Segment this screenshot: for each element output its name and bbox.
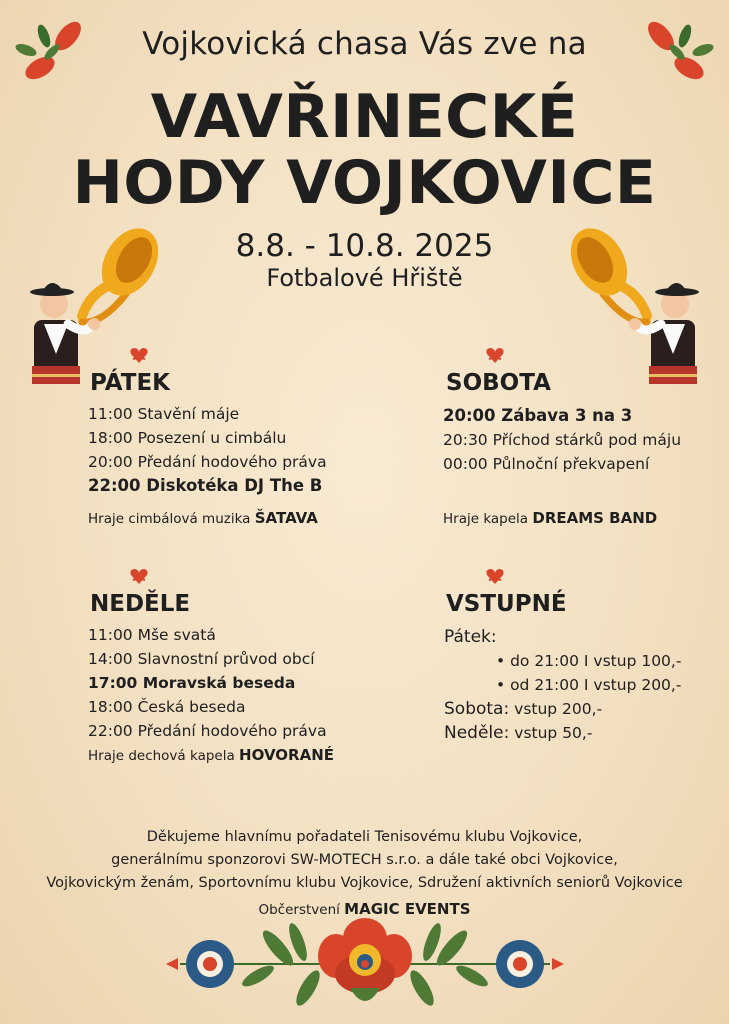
event-title-line1: VAVŘINECKÉ bbox=[150, 82, 579, 152]
sunday-heading: NEDĚLE bbox=[90, 591, 191, 617]
admission-row-sunday bbox=[444, 721, 592, 745]
blue-flower-left bbox=[186, 940, 234, 988]
saturday-schedule bbox=[443, 404, 681, 476]
blue-flower-right bbox=[496, 940, 544, 988]
sponsor-credits bbox=[0, 826, 729, 895]
admission-price: do 21:00 I vstup 100,- bbox=[510, 652, 682, 670]
schedule-item: 14:00 Slavnostní průvod obcí bbox=[88, 650, 315, 668]
music-note-prefix: Hraje dechová kapela bbox=[88, 748, 235, 764]
schedule-item: 20:00 Předání hodového práva bbox=[88, 453, 327, 471]
schedule-item-highlight: 22:00 Diskotéka DJ The B bbox=[88, 476, 323, 495]
band-name: HOVORANÉ bbox=[239, 746, 335, 764]
admission-price: vstup 200,- bbox=[514, 700, 603, 718]
band-name: ŠATAVA bbox=[254, 509, 318, 527]
event-dates: 8.8. - 10.8. 2025 bbox=[235, 228, 494, 264]
schedule-item: 18:00 Posezení u cimbálu bbox=[88, 429, 287, 447]
admission-row-saturday bbox=[444, 697, 602, 721]
saturday-music-note bbox=[443, 509, 657, 527]
schedule-item: 11:00 Stavění máje bbox=[88, 405, 240, 423]
event-venue: Fotbalové Hřiště bbox=[266, 264, 463, 292]
schedule-item: 22:00 Předání hodového práva bbox=[88, 722, 327, 740]
heart-ornament-icon bbox=[485, 566, 505, 586]
invitation-line: Vojkovická chasa Vás zve na bbox=[142, 26, 587, 62]
heart-ornament-icon bbox=[129, 345, 149, 365]
credits-line: generálnímu sponzorovi SW-MOTECH s.r.o. a dále také obci Vojkovice, bbox=[111, 852, 618, 868]
trumpeter-figure-right bbox=[567, 224, 707, 390]
admission-price: vstup 50,- bbox=[514, 724, 593, 742]
red-center-flower bbox=[318, 918, 412, 1001]
admission-row: • od 21:00 I vstup 200,- bbox=[496, 676, 682, 694]
refreshments-label: Občerstvení bbox=[258, 902, 340, 918]
credits-line: Děkujeme hlavnímu pořadateli Tenisovému klubu Vojkovice, bbox=[146, 829, 583, 845]
refreshments-note bbox=[0, 900, 729, 918]
admission-heading: VSTUPNÉ bbox=[446, 591, 567, 617]
friday-schedule bbox=[88, 402, 327, 498]
music-note-prefix: Hraje kapela bbox=[443, 511, 529, 527]
event-title-line2: HODY VOJKOVICE bbox=[72, 148, 657, 218]
schedule-item: 20:30 Příchod stárků pod máju bbox=[443, 431, 682, 449]
refreshments-provider: MAGIC EVENTS bbox=[344, 900, 471, 918]
schedule-item: 18:00 Česká beseda bbox=[88, 698, 246, 716]
admission-day-label: Sobota: bbox=[444, 699, 510, 719]
sunday-schedule bbox=[88, 623, 327, 743]
admission-price: od 21:00 I vstup 200,- bbox=[510, 676, 682, 694]
friday-heading: PÁTEK bbox=[90, 370, 170, 396]
sunday-music-note bbox=[88, 746, 334, 764]
trumpeter-figure-left bbox=[22, 224, 162, 390]
schedule-item-highlight: 20:00 Zábava 3 na 3 bbox=[443, 406, 633, 425]
admission-row: • do 21:00 I vstup 100,- bbox=[496, 652, 682, 670]
heart-ornament-icon bbox=[485, 345, 505, 365]
music-note-prefix: Hraje cimbálová muzika bbox=[88, 511, 251, 527]
friday-music-note bbox=[88, 509, 318, 527]
admission-friday-label: Pátek: bbox=[444, 627, 497, 647]
admission-day-label: Neděle: bbox=[444, 723, 510, 743]
saturday-heading: SOBOTA bbox=[446, 370, 551, 396]
band-name: DREAMS BAND bbox=[532, 509, 658, 527]
folk-flower-garland bbox=[158, 918, 572, 1018]
schedule-item: 00:00 Půlnoční překvapení bbox=[443, 455, 650, 473]
heart-ornament-icon bbox=[129, 566, 149, 586]
credits-line: Vojkovickým ženám, Sportovnímu klubu Vojkovice, Sdružení aktivních seniorů Vojkovice bbox=[46, 875, 683, 891]
schedule-item-highlight: 17:00 Moravská beseda bbox=[88, 674, 296, 692]
schedule-item: 11:00 Mše svatá bbox=[88, 626, 216, 644]
